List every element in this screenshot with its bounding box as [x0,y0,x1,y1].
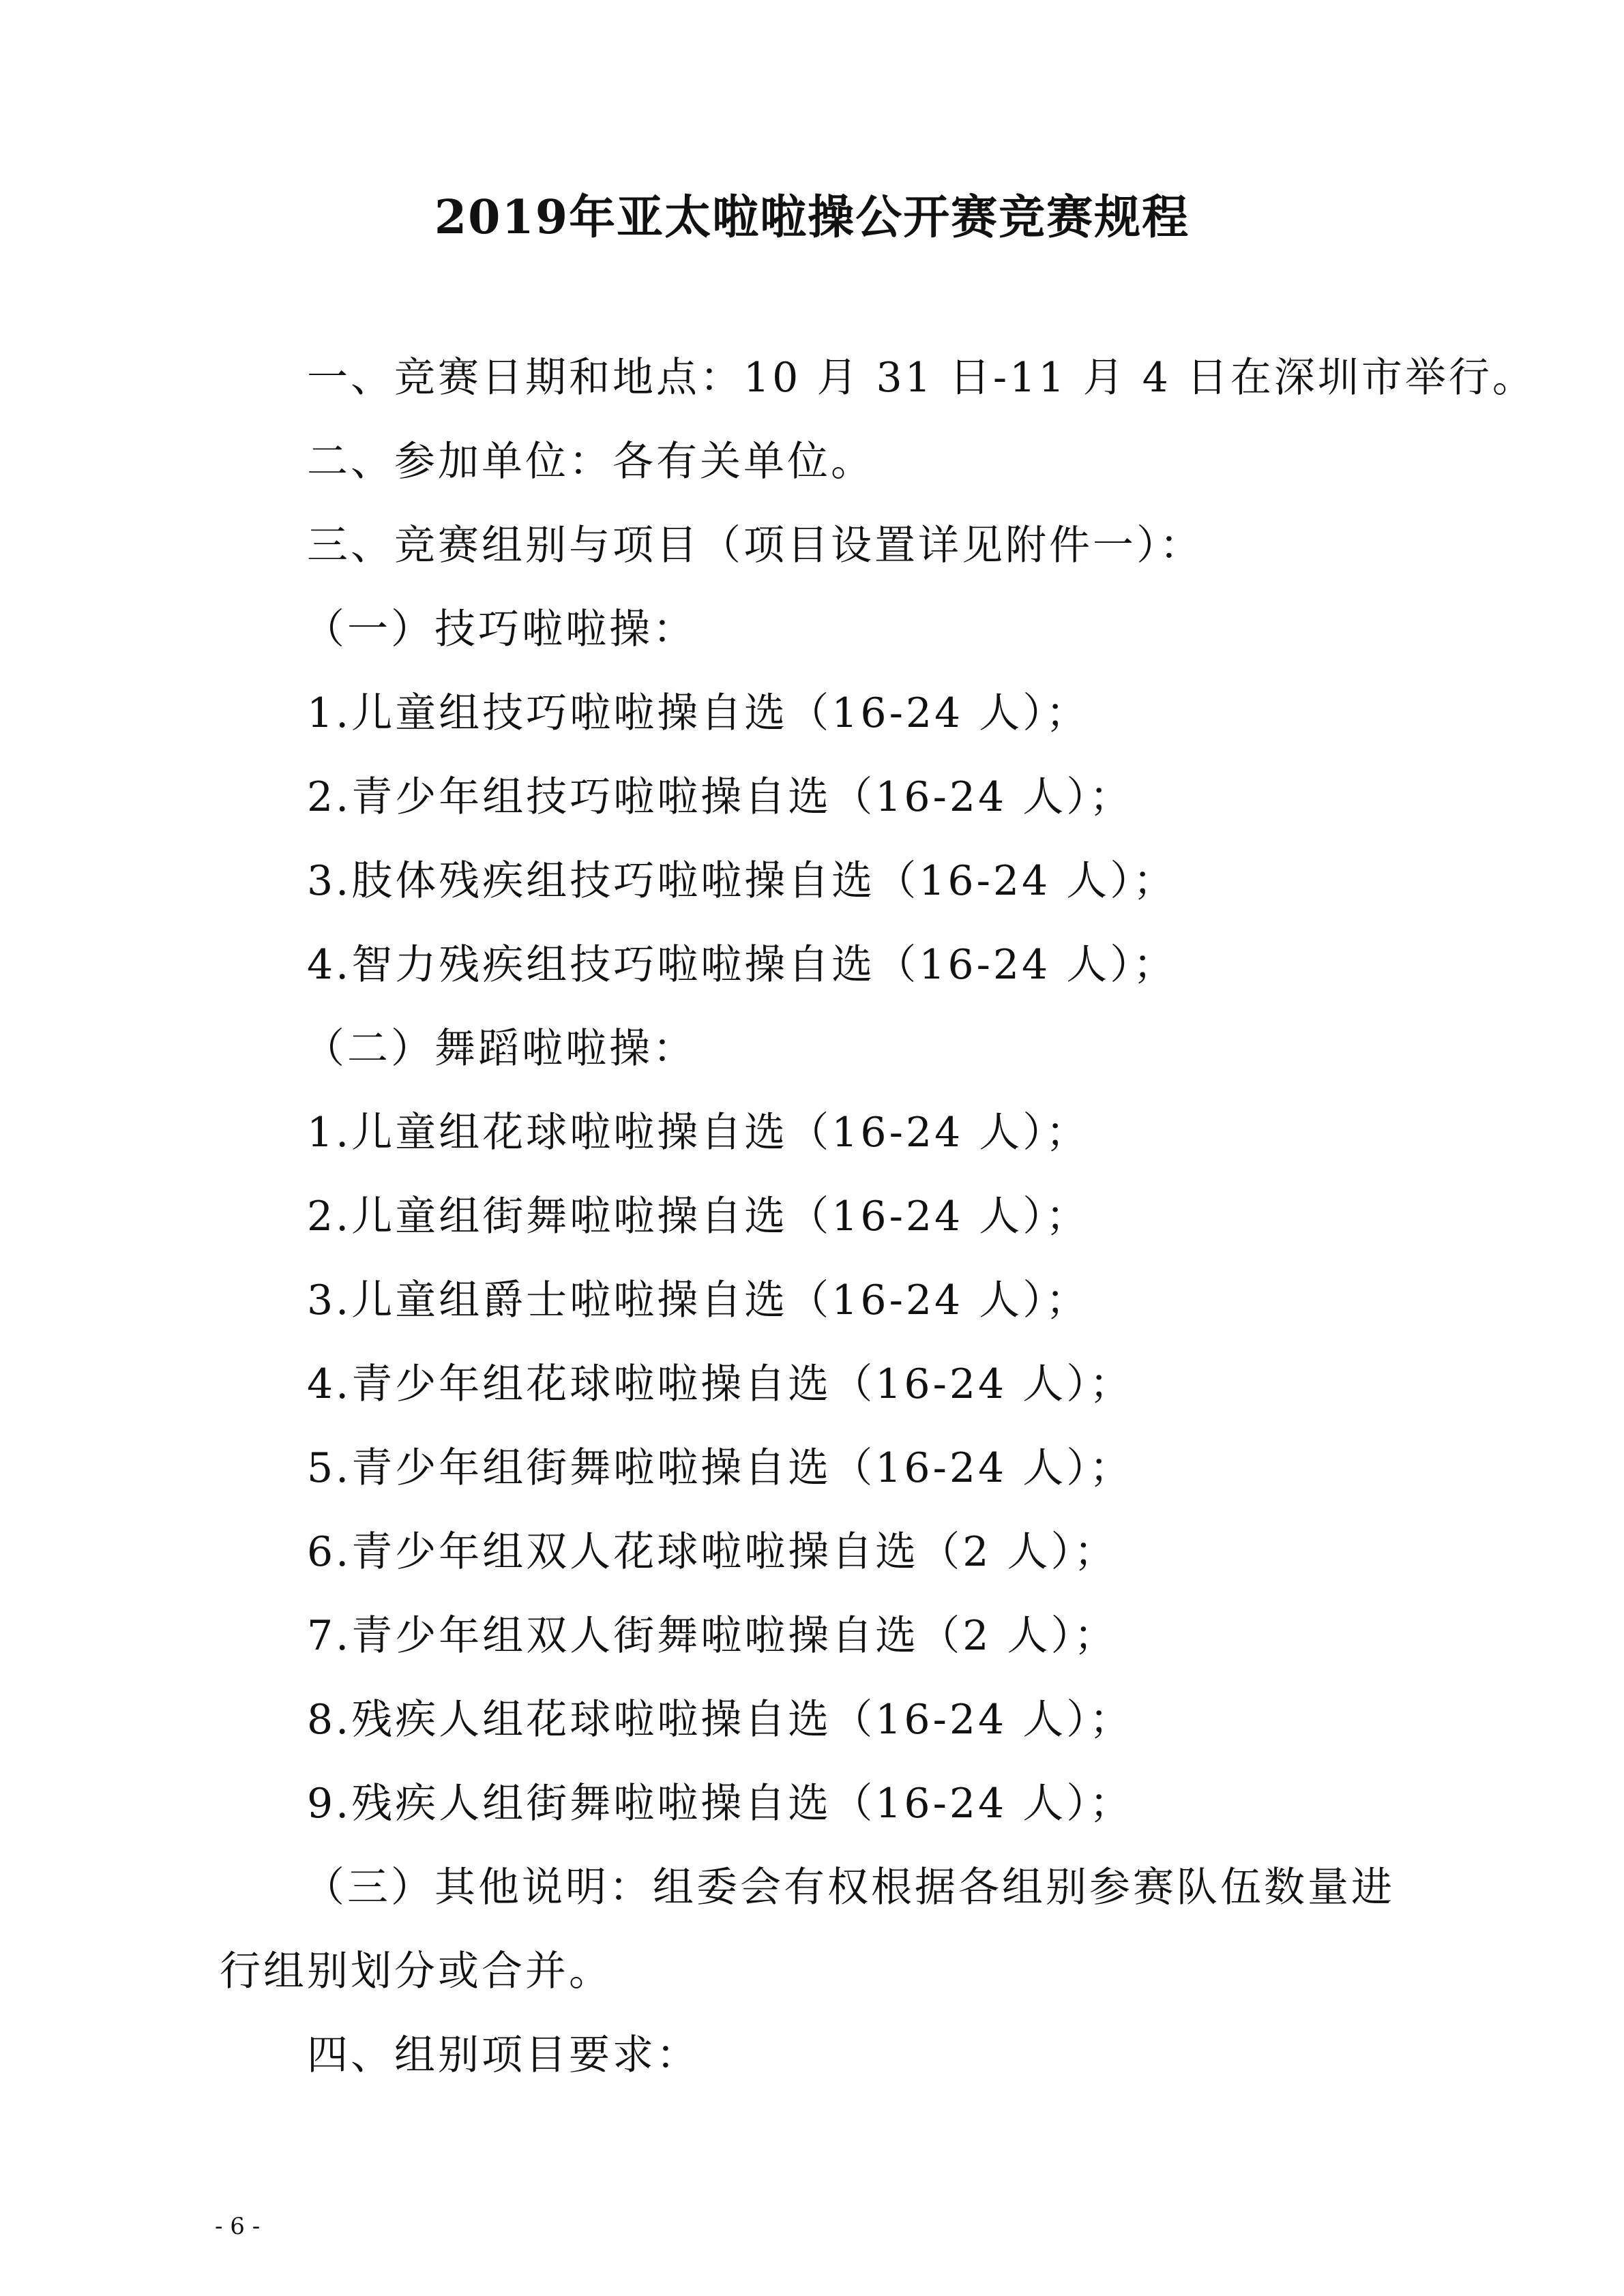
list-item-dance-8: 8.残疾人组花球啦啦操自选（16-24 人）； [307,1696,1134,1744]
page-number: - 6 - [215,2213,261,2240]
list-item-dance-1: 1.儿童组花球啦啦操自选（16-24 人）； [307,1109,1090,1157]
paragraph-competition-date-venue: 一、竞赛日期和地点：10 月 31 日-11 月 4 日在深圳市举行。 [307,354,1536,402]
heading-skill-cheerleading: （一）技巧啦啦操： [304,606,696,653]
list-item-dance-5: 5.青少年组街舞啦啦操自选（16-24 人）； [307,1444,1134,1492]
paragraph-other-notes-continued: 行组别划分或合并。 [220,1948,612,1995]
document-title: 2019年亚太啦啦操公开赛竞赛规程 [434,190,1190,245]
list-item-skill-1: 1.儿童组技巧啦啦操自选（16-24 人）； [307,689,1090,737]
list-item-dance-9: 9.残疾人组街舞啦啦操自选（16-24 人）； [307,1780,1134,1828]
heading-dance-cheerleading: （二）舞蹈啦啦操： [304,1025,696,1073]
paragraph-participants: 二、参加单位：各有关单位。 [307,438,874,486]
heading-group-event-requirements: 四、组别项目要求： [307,2031,700,2079]
list-item-skill-2: 2.青少年组技巧啦啦操自选（16-24 人）； [307,773,1134,821]
list-item-dance-7: 7.青少年组双人街舞啦啦操自选（2 人）； [307,1612,1118,1660]
list-item-dance-6: 6.青少年组双人花球啦啦操自选（2 人）； [307,1528,1118,1576]
list-item-skill-4: 4.智力残疾组技巧啦啦操自选（16-24 人）； [307,941,1177,989]
list-item-skill-3: 3.肢体残疾组技巧啦啦操自选（16-24 人）； [307,857,1177,905]
list-item-dance-4: 4.青少年组花球啦啦操自选（16-24 人）； [307,1360,1134,1408]
list-item-dance-3: 3.儿童组爵士啦啦操自选（16-24 人）； [307,1277,1090,1324]
list-item-dance-2: 2.儿童组街舞啦啦操自选（16-24 人）； [307,1193,1090,1240]
paragraph-groups-events: 三、竞赛组别与项目（项目设置详见附件一）： [307,522,1203,569]
paragraph-other-notes: （三）其他说明：组委会有权根据各组别参赛队伍数量进 [304,1864,1395,1911]
